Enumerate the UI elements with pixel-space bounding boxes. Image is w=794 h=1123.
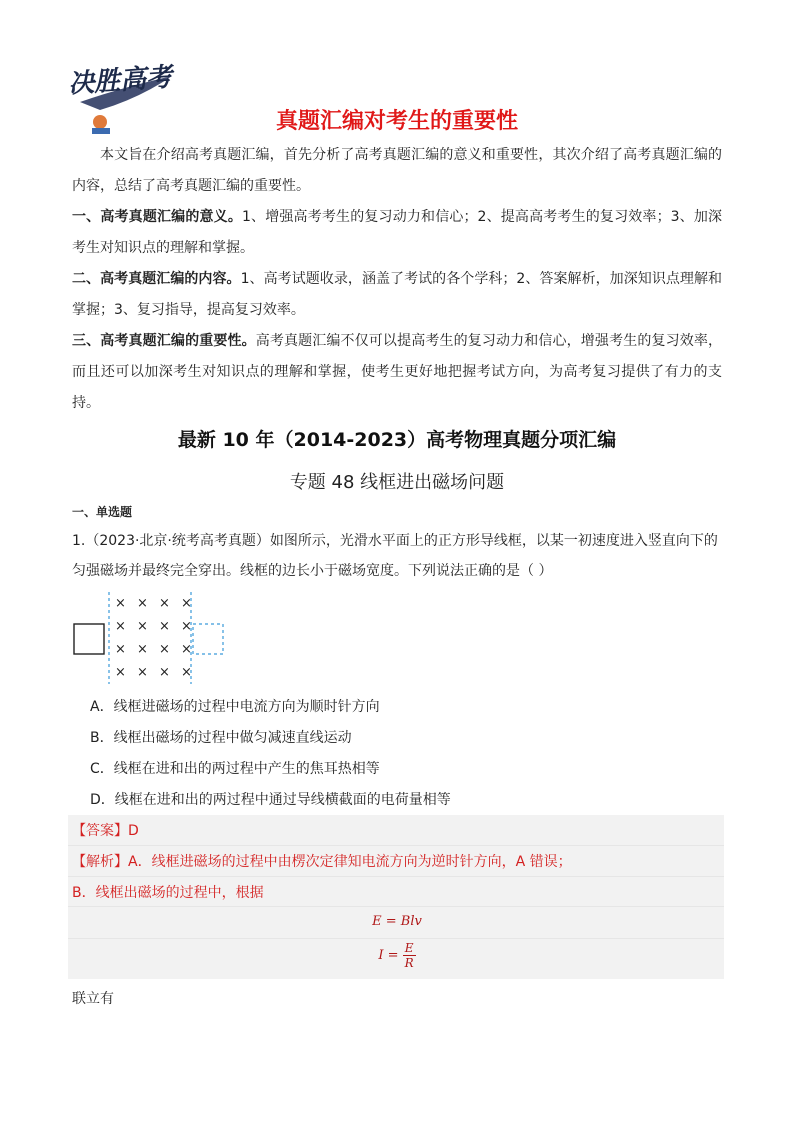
fraction: [403, 941, 416, 970]
point-2-label: 二、高考真题汇编的内容。: [72, 271, 241, 287]
analysis-text: A．线框进磁场的过程中由楞次定律知电流方向为逆时针方向，A 错误；: [128, 854, 572, 870]
divider: [68, 906, 724, 907]
field-cross: ×: [159, 665, 170, 680]
field-cross: ×: [181, 642, 192, 657]
analysis-line: [72, 851, 572, 871]
answer-value: D: [128, 823, 139, 839]
field-cross: ×: [181, 596, 192, 611]
tail-text: 联立有: [72, 991, 114, 1007]
field-cross: ×: [115, 596, 126, 611]
formula-current: [0, 941, 794, 970]
option-b: B．线框出磁场的过程中做匀减速直线运动: [90, 730, 352, 746]
field-cross: ×: [159, 642, 170, 657]
answer-line: [72, 820, 139, 840]
point-3-label: 三、高考真题汇编的重要性。: [72, 333, 256, 349]
fraction-denominator: R: [404, 956, 414, 970]
section-label: 一、单选题: [72, 505, 133, 519]
field-cross: ×: [159, 596, 170, 611]
option-d: D．线框在进和出的两过程中通过导线横截面的电荷量相等: [90, 792, 451, 808]
analysis-b-text: B．线框出磁场的过程中，根据: [72, 885, 264, 901]
question-figure: [72, 592, 232, 684]
topic-title: 专题 48 线框进出磁场问题: [289, 472, 505, 493]
magnetic-field-diagram: [72, 592, 232, 684]
field-crosses: [115, 596, 192, 680]
option-c: C．线框在进和出的两过程中产生的焦耳热相等: [90, 761, 380, 777]
divider: [68, 845, 724, 846]
divider: [68, 876, 724, 877]
field-cross: ×: [115, 619, 126, 634]
field-cross: ×: [181, 619, 192, 634]
point-2: [72, 264, 722, 326]
divider: [68, 938, 724, 939]
logo-text: 决胜高考: [67, 62, 174, 100]
field-cross: ×: [137, 642, 148, 657]
option-a: A．线框进磁场的过程中电流方向为顺时针方向: [90, 699, 380, 715]
point-2-text: 1、高考试题收录，涵盖了考试的各个学科；2、答案解析，加深知识点理解和掌握；3、复习指导，提高复习效率。: [72, 271, 723, 318]
collection-title: 最新 10 年（2014-2023）高考物理真题分项汇编: [177, 429, 617, 451]
field-cross: ×: [115, 642, 126, 657]
question-text: 1.（2023·北京·统考高考真题）如图所示，光滑水平面上的正方形导线框，以某一初速度进入竖直向下的匀强磁场并最终完全穿出。线框的边长小于磁场宽度。下列说法正确的是（ ）: [72, 533, 718, 579]
point-3-text: 高考真题汇编不仅可以提高考生的复习动力和信心，增强考生的复习效率，而且还可以加深考生对知识点的理解和掌握，使考生更好地把握考试方向，为高考复习提供了有力的支持。: [72, 333, 722, 411]
answer-label: 【答案】: [72, 823, 128, 839]
point-1-text: 1、增强高考考生的复习动力和信心；2、提高高考考生的复习效率；3、加深考生对知识点的理解和掌握。: [72, 209, 722, 256]
formula-emf: E = Blv: [372, 914, 422, 929]
field-cross: ×: [137, 665, 148, 680]
field-cross: ×: [115, 665, 126, 680]
field-cross: ×: [137, 596, 148, 611]
page-title: 真题汇编对考生的重要性: [275, 109, 518, 134]
wire-frame: [74, 624, 104, 654]
analysis-label: 【解析】: [72, 854, 128, 870]
intro-paragraph: 本文旨在介绍高考真题汇编，首先分析了高考真题汇编的意义和重要性，其次介绍了高考真题汇编的内容，总结了高考真题汇编的重要性。: [72, 147, 722, 194]
point-3: [72, 326, 722, 419]
field-cross: ×: [137, 619, 148, 634]
formula-current-lhs: I =: [378, 948, 399, 963]
field-cross: ×: [159, 619, 170, 634]
fraction-numerator: E: [403, 941, 416, 956]
point-1-label: 一、高考真题汇编的意义。: [72, 209, 242, 225]
field-cross: ×: [181, 665, 192, 680]
wire-frame-ghost: [193, 624, 223, 654]
point-1: [72, 202, 722, 264]
